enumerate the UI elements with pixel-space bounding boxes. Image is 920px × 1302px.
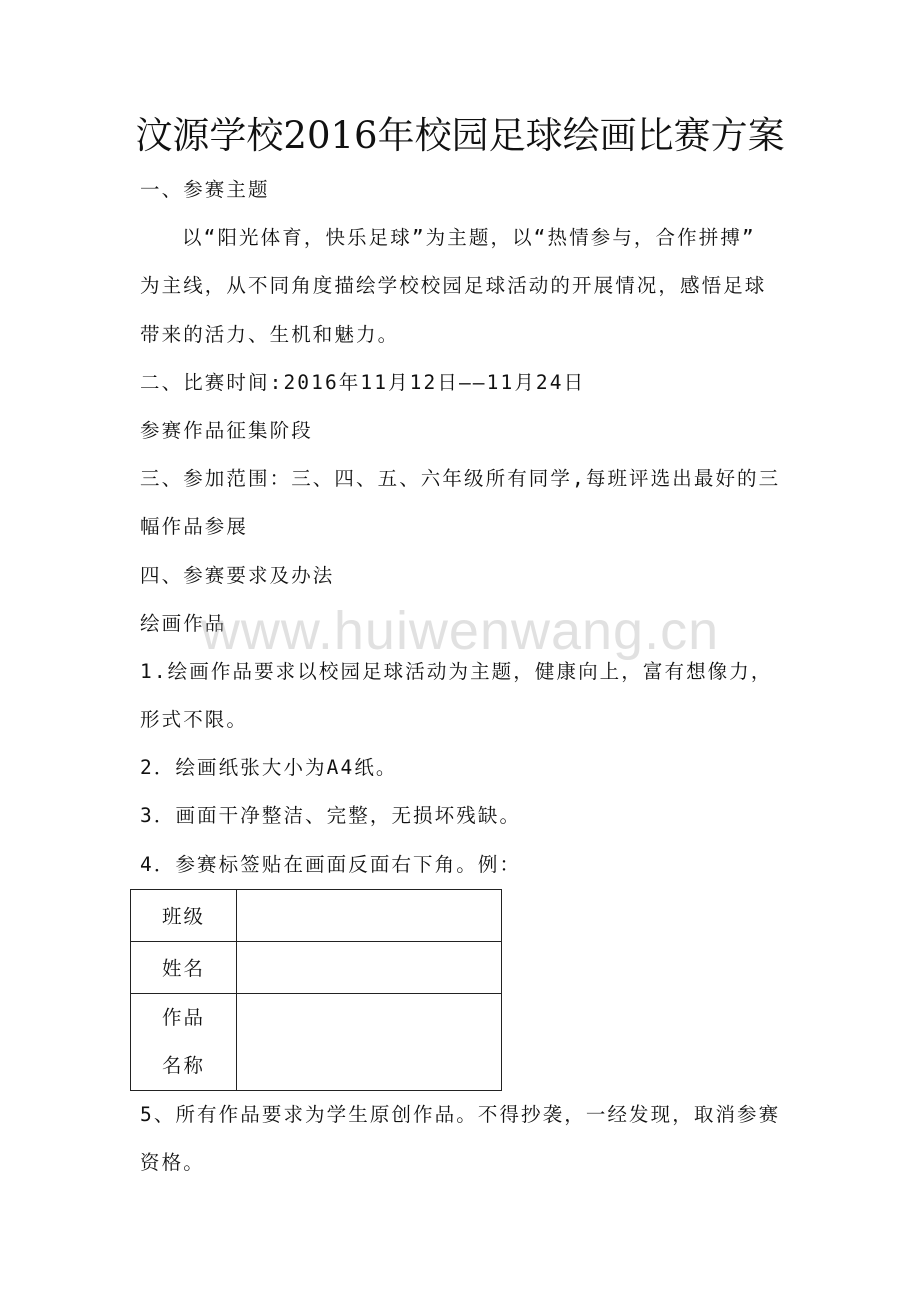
table-key-name: 姓名 — [131, 941, 237, 993]
paragraph-line: 参赛作品征集阶段 — [140, 418, 313, 442]
document-title: 汶源学校2016年校园足球绘画比赛方案 — [135, 114, 785, 157]
after-table-block — [140, 1091, 800, 1187]
paragraph-line: 带来的活力、生机和魅力。 — [140, 322, 400, 346]
requirement-item-3: 3．画面干净整洁、完整，无损坏残缺。 — [140, 804, 522, 828]
paragraph-line: 为主线，从不同角度描绘学校校园足球活动的开展情况，感悟足球 — [140, 274, 767, 298]
document-body — [140, 166, 800, 1187]
section-heading-scope: 三、参加范围：三、四、五、六年级所有同学,每班评选出最好的三 — [140, 467, 781, 491]
requirement-item-1: 1.绘画作品要求以校园足球活动为主题，健康向上，富有想像力， — [140, 659, 773, 683]
requirement-item-2: 2．绘画纸张大小为A4纸。 — [140, 756, 398, 780]
section-heading-requirements: 四、参赛要求及办法 — [140, 563, 335, 587]
table-key-class: 班级 — [131, 889, 237, 941]
paragraph-line: 幅作品参展 — [140, 515, 249, 539]
paragraph-line: 形式不限。 — [140, 708, 249, 732]
table-value-cell — [237, 993, 502, 1090]
label-example-table — [130, 889, 502, 1091]
table-key-line: 作品 — [161, 1005, 205, 1029]
table-value-cell — [237, 941, 502, 993]
table-key-line: 名称 — [161, 1053, 205, 1077]
subheading-painting: 绘画作品 — [140, 611, 227, 635]
watermark-text: www.huiwenwang.cn — [200, 601, 720, 661]
paragraph-line: 以“阳光体育，快乐足球”为主题，以“热情参与，合作拼搏” — [182, 226, 756, 250]
table-value-cell — [237, 889, 502, 941]
table-key-work-title — [131, 993, 237, 1090]
requirement-item-5: 5、所有作品要求为学生原创作品。不得抄袭，一经发现，取消参赛 — [140, 1102, 781, 1126]
section-heading-time: 二、比赛时间:2016年11月12日——11月24日 — [140, 370, 586, 394]
paragraph-line: 资格。 — [140, 1151, 205, 1174]
section-heading-theme: 一、参赛主题 — [140, 178, 270, 201]
requirement-item-4: 4．参赛标签贴在画面反面右下角。例： — [140, 852, 522, 876]
